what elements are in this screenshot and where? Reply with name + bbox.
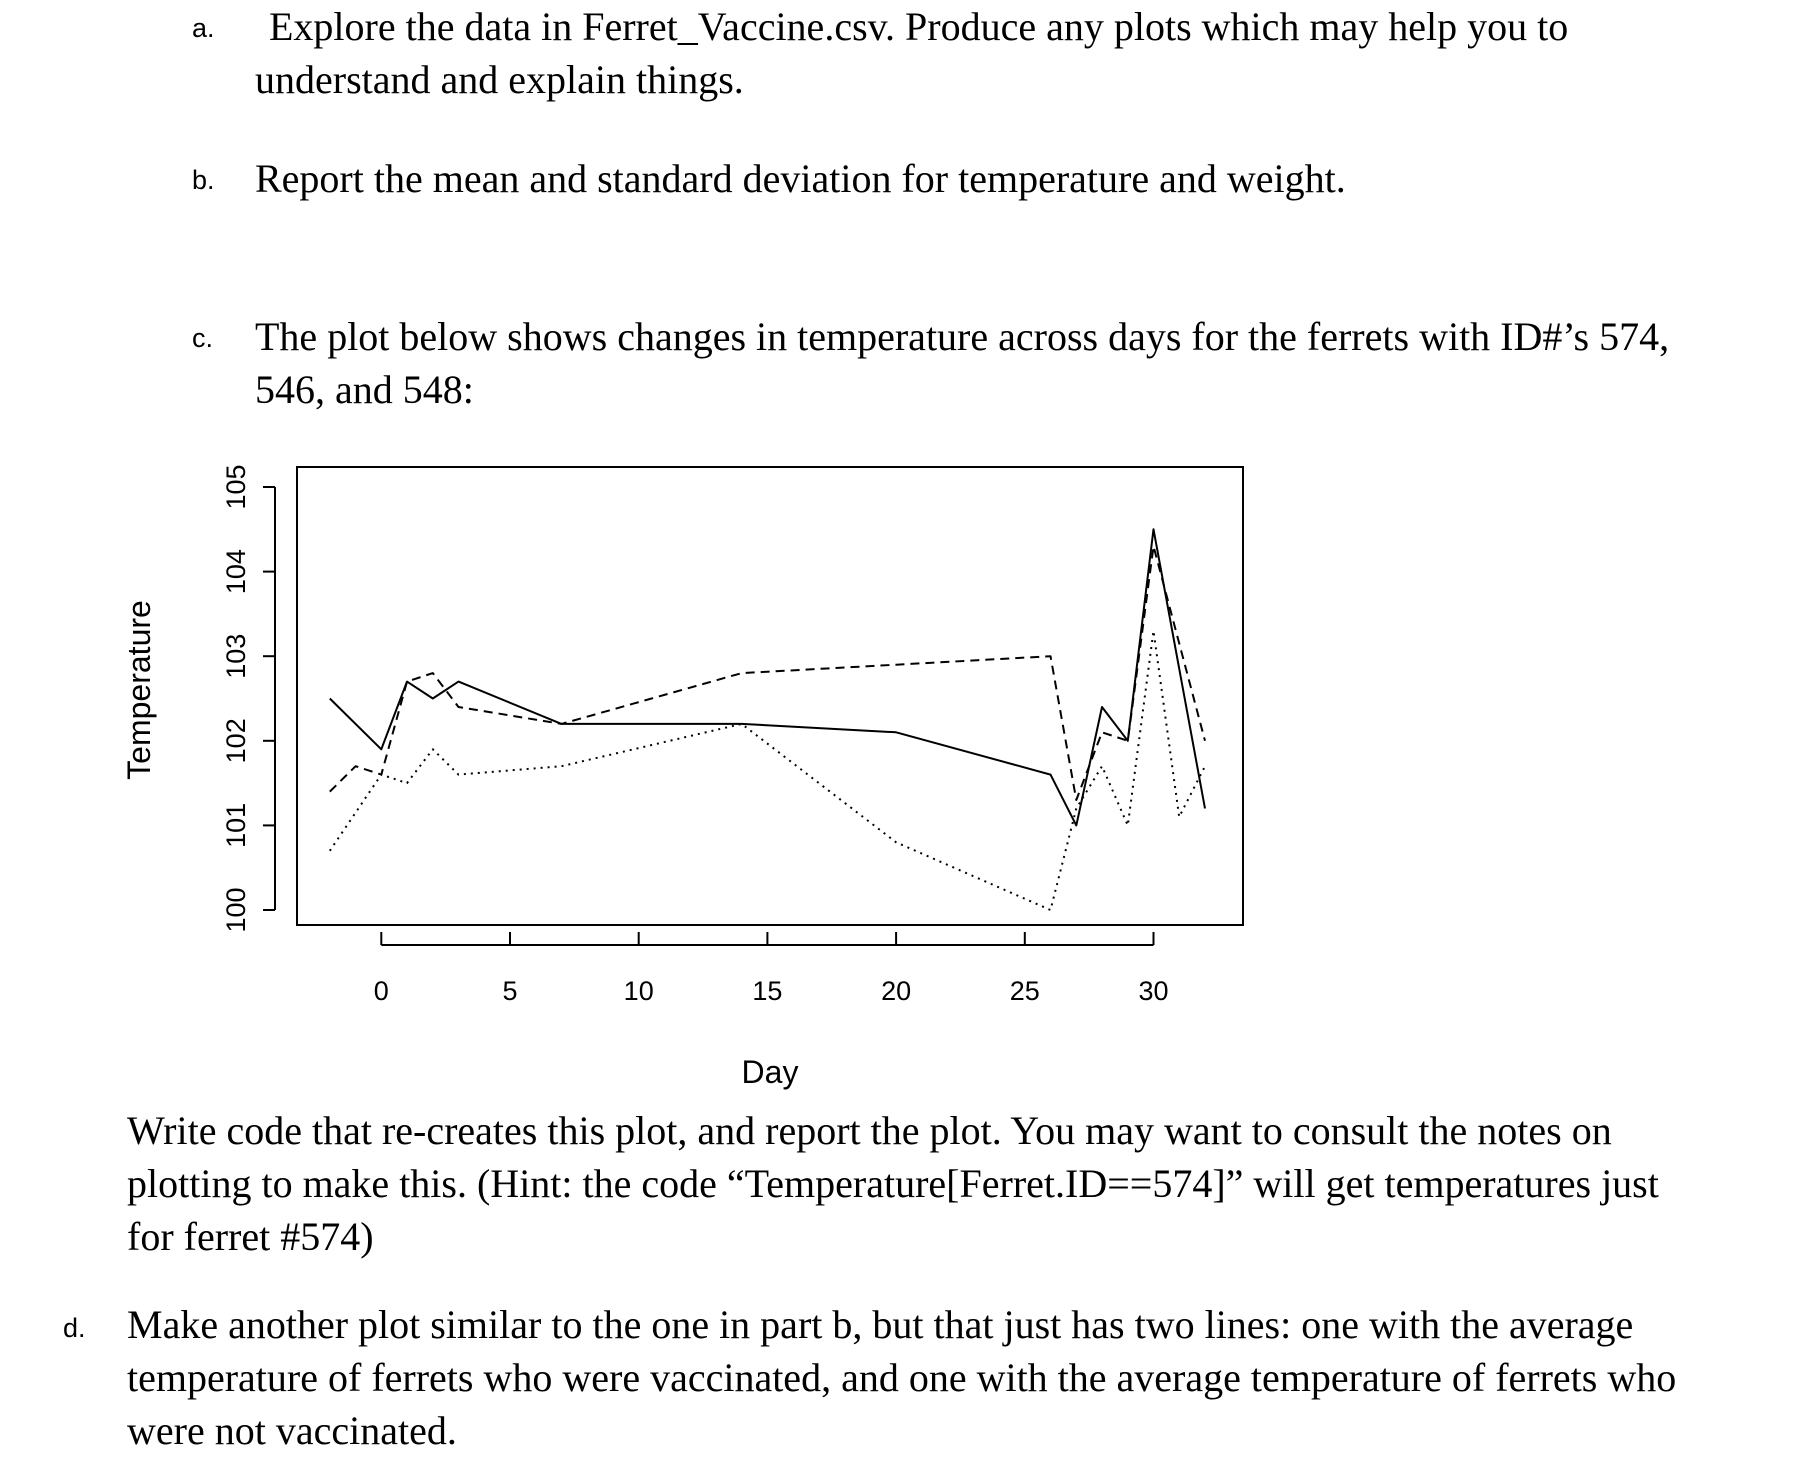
y-axis-title: Temperature (121, 600, 157, 780)
item-d-line2: temperature of ferrets who were vaccinated, and one with the average temperature of ferrets who (127, 1355, 1677, 1400)
plot-frame (297, 467, 1243, 925)
y-tick-label-101: 101 (221, 802, 251, 848)
item-a-line2: understand and explain things. (255, 57, 744, 102)
item-c-line2: 546, and 548: (255, 367, 474, 412)
item-d-line3: were not vaccinated. (127, 1408, 457, 1453)
item-d-text (127, 1298, 1676, 1457)
y-tick-label-105: 105 (221, 464, 251, 510)
x-axis-title: Day (741, 1054, 799, 1090)
y-tick-label-103: 103 (221, 633, 251, 679)
item-c-followup-line2: plotting to make this. (Hint: the code “Temperature[Ferret.ID==574]” will get temperatures just (127, 1161, 1659, 1206)
x-tick-label-10: 10 (623, 976, 654, 1006)
x-tick-label-5: 5 (502, 976, 518, 1006)
series-line-546 (330, 546, 1205, 800)
x-tick-label-25: 25 (1009, 976, 1040, 1006)
y-tick-label-100: 100 (221, 887, 251, 933)
item-c-followup-line3: for ferret #574) (127, 1214, 374, 1259)
item-c-marker: c. (192, 323, 214, 353)
series-line-574 (330, 529, 1205, 825)
x-tick-label-15: 15 (752, 976, 783, 1006)
y-tick-label-102: 102 (221, 718, 251, 764)
y-tick-label-104: 104 (221, 549, 251, 595)
item-d-line1: Make another plot similar to the one in part b, but that just has two lines: one with the average (127, 1302, 1634, 1347)
item-c-line1: The plot below shows changes in temperature across days for the ferrets with ID#’s 574, (255, 314, 1670, 359)
item-c-followup (127, 1104, 1659, 1263)
item-a-line1: Explore the data in Ferret_Vaccine.csv. Produce any plots which may help you to (269, 4, 1569, 49)
x-tick-label-30: 30 (1138, 976, 1169, 1006)
item-d-marker: d. (63, 1313, 86, 1343)
item-a-marker: a. (192, 13, 215, 43)
item-c-followup-line1: Write code that re-creates this plot, and report the plot. You may want to consult the notes on (127, 1108, 1612, 1153)
item-b-marker: b. (192, 165, 215, 195)
x-tick-label-20: 20 (881, 976, 912, 1006)
x-tick-label-0: 0 (373, 976, 389, 1006)
item-b-line1: Report the mean and standard deviation for temperature and weight. (255, 156, 1346, 201)
